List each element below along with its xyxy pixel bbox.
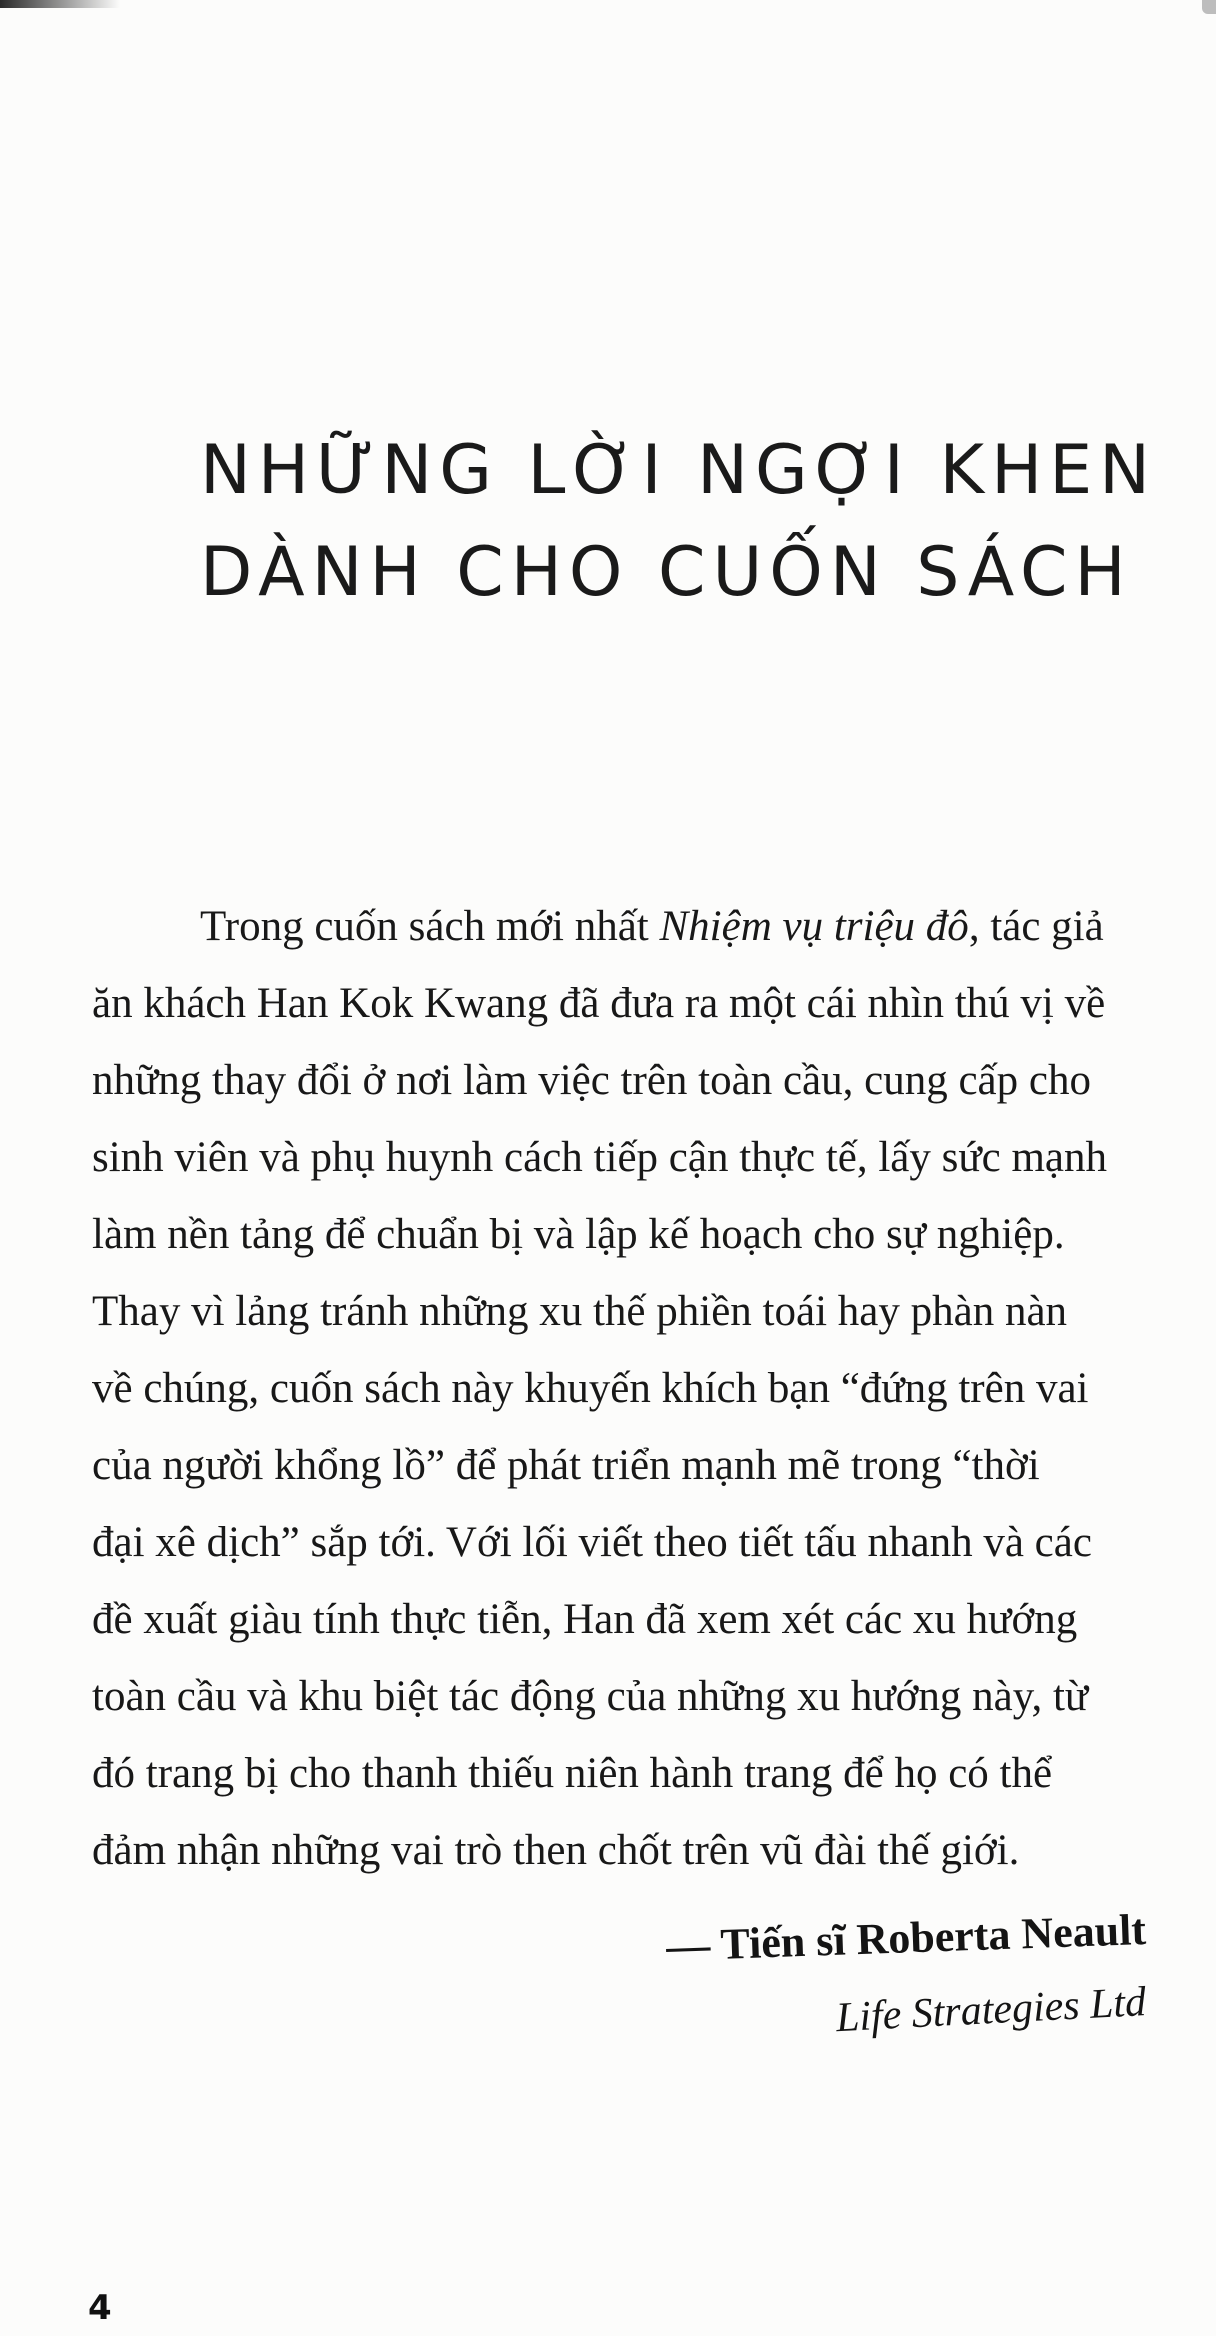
paragraph-line: toàn cầu và khu biệt tác động của những xu hướng này, từ (92, 1673, 1089, 1720)
paragraph-line-1-before: Trong cuốn sách mới nhất (200, 903, 660, 950)
paragraph-line: về chúng, cuốn sách này khuyến khích bạn “đứng trên vai (92, 1365, 1089, 1412)
paragraph-line-1-after: , tác giả (968, 903, 1104, 950)
book-title-italic: Nhiệm vụ triệu đô (659, 903, 969, 950)
reviewer-name: — Tiến sĩ Roberta Neault (665, 1905, 1147, 1971)
paragraph-line: đại xê dịch” sắp tới. Với lối viết theo tiết tấu nhanh và các (92, 1519, 1092, 1566)
paragraph-line: đảm nhận những vai trò then chốt trên vũ đài thế giới. (92, 1827, 1020, 1874)
page-title-line-2: DÀNH CHO CUỐN SÁCH (200, 533, 1133, 612)
page-edge-shadow (0, 0, 120, 8)
page-title-line-1: NHỮNG LỜI NGỢI KHEN (200, 431, 1158, 510)
page-corner-shadow (1202, 0, 1216, 14)
reviewer-organization: Life Strategies Ltd (834, 1979, 1148, 2042)
paragraph-line: đề xuất giàu tính thực tiễn, Han đã xem xét các xu hướng (92, 1596, 1078, 1643)
paragraph-line: của người khổng lồ” để phát triển mạnh mẽ trong “thời (92, 1442, 1040, 1489)
page-title (200, 420, 1158, 624)
paragraph-line: đó trang bị cho thanh thiếu niên hành trang để họ có thể (92, 1750, 1053, 1797)
attribution (665, 1898, 1148, 2042)
paragraph-line: những thay đổi ở nơi làm việc trên toàn cầu, cung cấp cho (92, 1057, 1091, 1104)
paragraph-line: sinh viên và phụ huynh cách tiếp cận thực tế, lấy sức mạnh (92, 1134, 1108, 1181)
paragraph-line: làm nền tảng để chuẩn bị và lập kế hoạch cho sự nghiệp. (92, 1211, 1065, 1258)
paragraph-line: Thay vì lảng tránh những xu thế phiền toái hay phàn nàn (92, 1288, 1068, 1335)
paragraph-line-1 (92, 888, 1162, 965)
review-paragraph (92, 888, 1162, 1889)
page-number: 4 (88, 2288, 112, 2328)
paragraph-line: ăn khách Han Kok Kwang đã đưa ra một cái nhìn thú vị về (92, 980, 1106, 1027)
